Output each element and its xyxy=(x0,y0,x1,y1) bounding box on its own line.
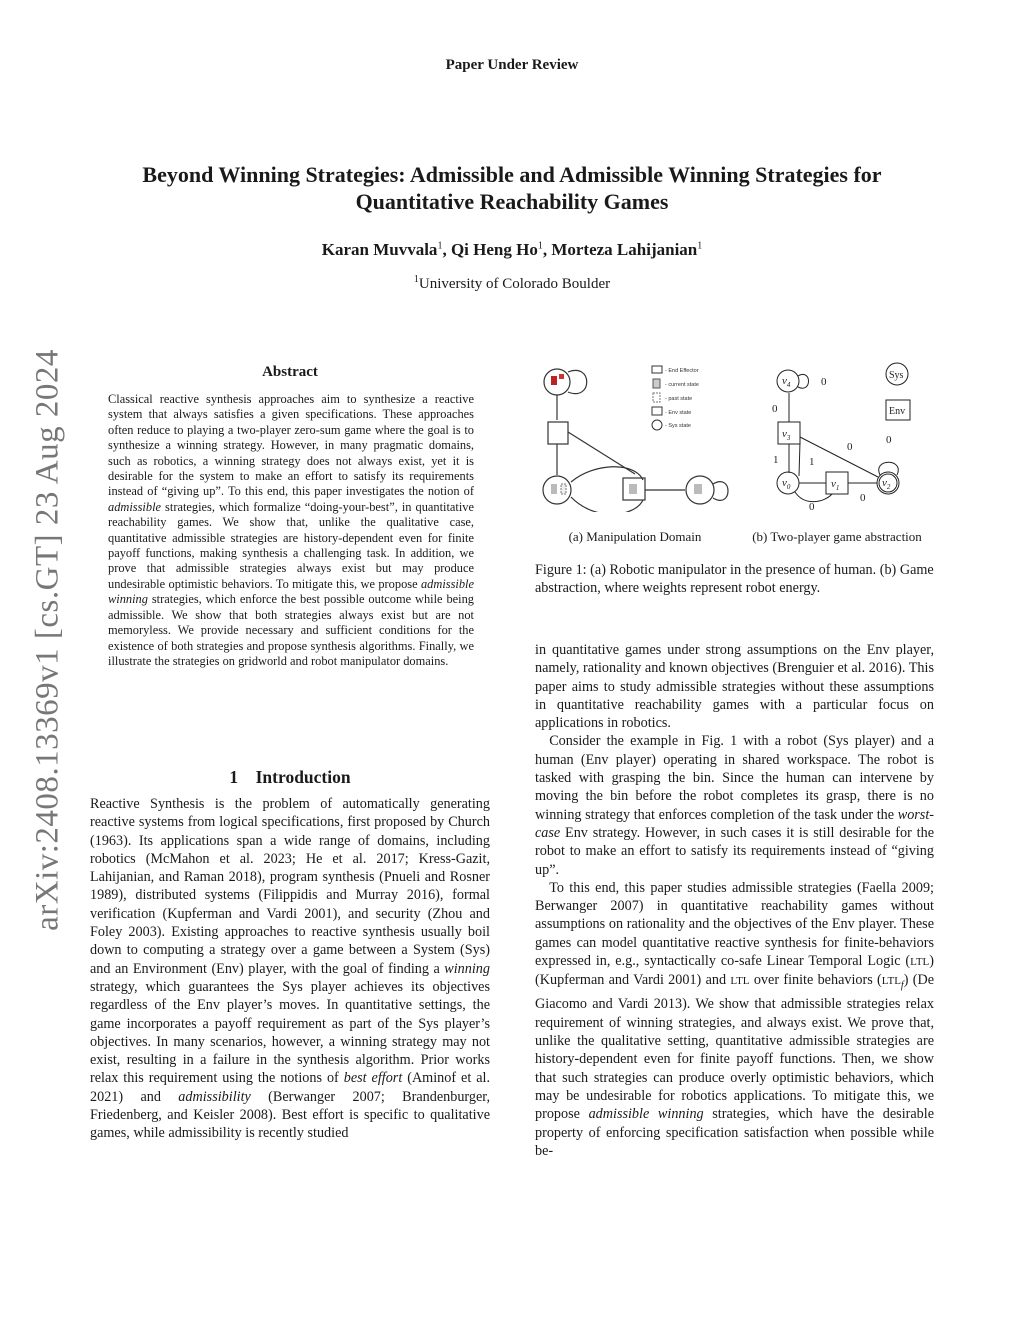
transition-arrow xyxy=(571,497,643,512)
edge-weight: 0 xyxy=(809,501,815,513)
abstract-heading: Abstract xyxy=(262,364,318,380)
right-column-body xyxy=(535,641,934,1160)
edge-weight: 0 xyxy=(821,376,827,388)
node-label-v3 xyxy=(782,428,791,442)
intro-text: (Berwanger 2007; Brandenburger, Friedenberg, and Keisler 2008). Best effort is specific to qualitative games, while admissibility is recently studied xyxy=(90,1088,490,1142)
past-state-legend-icon xyxy=(653,393,660,402)
ltl-acronym: LTL xyxy=(881,975,901,988)
section-heading-introduction: 1 Introduction xyxy=(229,767,351,787)
abstract-emph: admissible winning xyxy=(108,576,474,607)
figure-game-abstraction xyxy=(760,362,930,514)
edge-weight: 1 xyxy=(809,456,815,468)
node-sub: 3 xyxy=(786,434,791,442)
paragraph-emph: admissible winning xyxy=(588,1106,704,1123)
edge-weight: 0 xyxy=(772,403,778,415)
edge-weight: 0 xyxy=(886,434,892,446)
paragraph-text: ) (De Giacomo and Vardi 2013). We show that admissible strategies relax requirement of winning strategies, and always exist. We prove that, unlike the qualitative setting, quantitative admissible strategies are history-dependent even for finite payoff functions. Then, we show that such strategies can produce overly optimistic behaviors, which may be undesirable for robotics applications. To mitigate this, we propose xyxy=(535,972,934,1123)
env-legend-label: Env xyxy=(889,406,906,417)
intro-emph: winning xyxy=(444,960,490,977)
current-state-legend-icon xyxy=(653,379,660,388)
ltl-acronym: LTL xyxy=(910,956,930,969)
paragraph xyxy=(535,732,934,878)
abstract-body xyxy=(108,392,474,669)
affil-mark: 1 xyxy=(697,240,703,252)
env-state-legend-icon xyxy=(652,407,662,415)
abstract-emph: admissible xyxy=(108,499,162,514)
intro-emph: admissibility xyxy=(178,1088,251,1105)
node-var: v xyxy=(882,477,887,489)
intro-emph: best effort xyxy=(343,1070,403,1087)
sys-state-legend-icon xyxy=(652,420,662,430)
paragraph-text: To this end, this paper studies admissible strategies (Faella 2009; Berwanger 2007) in quantitative reachability games without assumptions on rationality and the objectives of the Env player. These games can model quantitative reactive synthesis for finite-behaviors expressed in, e.g., syntactically co-safe Linear Temporal Logic ( xyxy=(535,879,934,970)
intro-text: strategy, which guarantees the Sys player achieves its objectives regardless of the Env player’s moves. In quantitative settings, the game incorporates a payoff requirement as part of the Sys player’s objectives. In many scenarios, however, a winning strategy may not exist, resulting in a failure in the synthesis algorithm. Prior works relax this requirement using the notions of xyxy=(90,978,490,1087)
end-effector-legend-icon xyxy=(652,366,662,373)
sys-legend-label: Sys xyxy=(889,370,904,381)
abstract-text: strategies, which formalize “doing-your-best”, in quantitative reachability games. We show that, unlike the qualitative case, quantitative admissible strategies are history-dependent even for finite payoff functions, making synthesis a challenging task. In addition, we prove that admissible strategies always exist but may produce undesirable optimistic behaviors. To mitigate this, we propose xyxy=(108,499,474,591)
paragraph-emph: worst-case xyxy=(535,806,934,841)
paragraph-text: ) (Kupferman and Vardi 2001) and xyxy=(535,953,934,989)
author-name: Qi Heng Ho xyxy=(450,240,538,259)
affil-mark: 1 xyxy=(437,240,443,252)
intro-body xyxy=(90,795,490,1143)
abstract-text: strategies, which enforce the best possible outcome while being admissible. We show that both strategies always exist but are not memoryless. We provide necessary and sufficient conditions for the existence of both strategies and propose synthesis algorithms. Finally, we illustrate the strategies on gridworld and robot manipulator domains. xyxy=(108,592,474,668)
edge-weight: 1 xyxy=(773,454,779,466)
node-sub: 4 xyxy=(786,381,791,389)
intro-text: (Aminof et al. 2021) and xyxy=(90,1070,490,1105)
paragraph xyxy=(535,879,934,1160)
author-separator: , xyxy=(442,240,451,259)
transition-arrow xyxy=(571,467,643,482)
author-name: Karan Muvvala xyxy=(321,240,438,259)
node-label-v2 xyxy=(882,477,891,491)
affil-mark: 1 xyxy=(537,240,543,252)
subfigure-caption-a: (a) Manipulation Domain xyxy=(568,529,702,544)
node-var: v xyxy=(831,478,836,490)
running-header: Paper Under Review xyxy=(445,57,579,73)
node-var: v xyxy=(782,375,787,387)
node-sub: 1 xyxy=(835,484,840,492)
env-state-icon xyxy=(548,422,568,444)
arxiv-sidebar-id: arXiv:2408.13369v1 [cs.GT] 23 Aug 2024 xyxy=(29,349,66,931)
legend-label: - End Effector xyxy=(665,368,699,374)
past-state-icon xyxy=(561,484,566,494)
edge-weight: 0 xyxy=(860,492,866,504)
figure-caption: Figure 1: (a) Robotic manipulator in the presence of human. (b) Game abstraction, where weights represent robot energy. xyxy=(535,562,934,597)
paragraph-text: strategies, which have the desirable property of enforcing specification satisfaction when possible while be- xyxy=(535,1106,934,1159)
paragraph-text: over finite behaviors ( xyxy=(749,972,882,989)
bin-icon xyxy=(559,374,564,379)
author-separator: , xyxy=(542,240,552,259)
paper-title: Beyond Winning Strategies: Admissible and Admissible Winning Strategies for Quantitative Reachability Games xyxy=(142,162,882,214)
end-effector-icon xyxy=(551,376,557,385)
current-state-icon xyxy=(629,484,637,494)
current-state-icon xyxy=(551,484,557,494)
legend-label: - Sys state xyxy=(665,423,691,429)
legend-label: - Env state xyxy=(665,410,692,416)
subfigure-caption-b: (b) Two-player game abstraction xyxy=(752,529,922,544)
edge-weight: 0 xyxy=(847,441,853,453)
figure-legend xyxy=(648,364,728,434)
author-name: Morteza Lahijanian xyxy=(551,240,698,259)
paragraph: in quantitative games under strong assumptions on the Env player, namely, rationality and known objectives (Brenguier et al. 2016). This paper aims to study admissible strategies without these assumptions in quantitative reachability games with a particular focus on applications in robotics. xyxy=(535,642,934,732)
affiliation-name: University of Colorado Boulder xyxy=(418,276,611,292)
legend-label: - past state xyxy=(665,396,693,402)
self-loop-arrow xyxy=(713,482,728,501)
paragraph-text: Env strategy. However, in such cases it is still desirable for the robot to make an effort to satisfy its requirements instead of “giving up”. xyxy=(535,824,934,878)
intro-text: Reactive Synthesis is the problem of automatically generating reactive systems from logical specifications, first proposed by Church (1963). Its applications span a wide range of domains, including robotics (McMahon et al. 2023; He et al. 2017; Kress-Gazit, Lahijanian, and Raman 2018), program synthesis (Pnueli and Rosner 1989), distributed systems (Filippidis and Murray 2016), formal verification (Kupferman and Vardi 2001), and security (Zhou and Foley 2003). Existing approaches to reactive synthesis usually boil down to computing a strategy over a game between a System (Sys) and an Environment (Env) player, with the goal of finding a xyxy=(90,796,490,977)
current-state-icon xyxy=(694,484,702,494)
paragraph-text: Consider the example in Fig. 1 with a robot (Sys player) and a human (Env player) operating in shared workspace. The robot is tasked with grasping the bin. Since the human can intervene by moving the bin before the robot completes its grasp, there is no winning strategy that enforces completion of the task under the xyxy=(535,733,934,823)
edge-v4-self xyxy=(798,374,809,388)
ltl-acronym: LTL xyxy=(730,975,750,988)
abstract-text: Classical reactive synthesis approaches aim to synthesize a reactive system that always satisfies a given specifications. These approaches often reduce to playing a two-player zero-sum game where the goal is to synthesize a winning strategy. However, in many pragmatic domains, such as robotics, a winning strategy does not always exist, yet it is desirable for the system to make an effort to satisfy its requirements instead of “giving up”. To this end, this paper investigates the notion of xyxy=(108,392,474,499)
node-label-v0 xyxy=(782,477,791,491)
node-var: v xyxy=(782,428,787,440)
edge-v2-self xyxy=(879,462,899,475)
node-label-v4 xyxy=(782,375,791,389)
ltlf-subscript: f xyxy=(900,980,904,992)
legend-label: - current state xyxy=(665,382,699,388)
self-loop-arrow xyxy=(568,370,587,393)
affiliation xyxy=(0,274,1024,293)
node-sub: 0 xyxy=(786,483,791,491)
node-sub: 2 xyxy=(886,483,891,491)
edge-v0-v3b xyxy=(799,442,800,476)
node-label-v1 xyxy=(831,478,839,492)
node-var: v xyxy=(782,477,787,489)
author-list xyxy=(0,240,1024,260)
affil-mark: 1 xyxy=(413,274,419,285)
